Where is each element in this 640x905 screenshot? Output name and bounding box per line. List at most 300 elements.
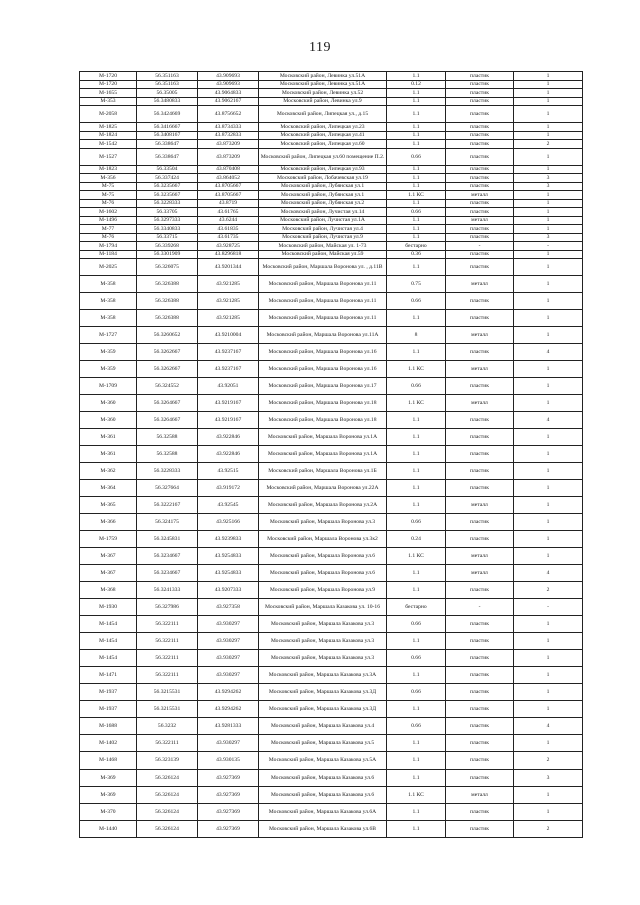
longitude-cell: 43.8705667 xyxy=(198,182,259,191)
volume-cell: 1.1 xyxy=(387,216,446,225)
latitude-cell: 56.326388 xyxy=(137,310,198,327)
volume-cell: 0.66 xyxy=(387,378,446,395)
volume-cell: 1.1 КС xyxy=(387,548,446,565)
quantity-cell: 1 xyxy=(514,327,583,344)
table-row xyxy=(80,225,583,234)
object-id-cell: М-359 xyxy=(80,344,137,361)
registry-table xyxy=(79,71,583,838)
material-cell: - xyxy=(446,242,514,251)
table-row xyxy=(80,233,583,242)
longitude-cell: 43.873209 xyxy=(198,148,259,165)
quantity-cell: 1 xyxy=(514,216,583,225)
longitude-cell: 43.92051 xyxy=(198,378,259,395)
volume-cell: 0.75 xyxy=(387,276,446,293)
table-row xyxy=(80,174,583,183)
table-row xyxy=(80,199,583,208)
material-cell: пластик xyxy=(446,531,514,548)
quantity-cell: 4 xyxy=(514,565,583,582)
object-id-cell: М-1937 xyxy=(80,684,137,701)
address-cell: Московский район, Маршала Казакова ул.5 xyxy=(259,735,387,752)
volume-cell: 1.1 xyxy=(387,463,446,480)
object-id-cell: М-77 xyxy=(80,225,137,234)
quantity-cell: 1 xyxy=(514,310,583,327)
address-cell: Московский район, Левинка ул.52 xyxy=(259,89,387,98)
table-row xyxy=(80,216,583,225)
material-cell: пластик xyxy=(446,378,514,395)
longitude-cell: 43.8734333 xyxy=(198,123,259,132)
quantity-cell: 1 xyxy=(514,667,583,684)
quantity-cell: 1 xyxy=(514,80,583,89)
address-cell: Московский район, Маршала Казакова ул.4 xyxy=(259,718,387,735)
object-id-cell: М-1602 xyxy=(80,208,137,217)
material-cell: пластик xyxy=(446,148,514,165)
latitude-cell: 56.322111 xyxy=(137,633,198,650)
address-cell: Московский район, Маршала Воронова ул.16 xyxy=(259,361,387,378)
latitude-cell: 56.3262667 xyxy=(137,361,198,378)
material-cell: металл xyxy=(446,276,514,293)
longitude-cell: 43.61765 xyxy=(198,208,259,217)
table-row xyxy=(80,131,583,140)
material-cell: металл xyxy=(446,216,514,225)
longitude-cell: 43.9239833 xyxy=(198,531,259,548)
latitude-cell: 56.33504 xyxy=(137,165,198,174)
volume-cell: 1.1 xyxy=(387,106,446,123)
table-row xyxy=(80,684,583,701)
latitude-cell: 56.3245831 xyxy=(137,531,198,548)
quantity-cell: 1 xyxy=(514,165,583,174)
latitude-cell: 56.326388 xyxy=(137,293,198,310)
quantity-cell: 1 xyxy=(514,463,583,480)
quantity-cell: 2 xyxy=(514,582,583,599)
object-id-cell: М-1937 xyxy=(80,701,137,718)
object-id-cell: М-367 xyxy=(80,565,137,582)
latitude-cell: 56.351163 xyxy=(137,80,198,89)
material-cell: пластик xyxy=(446,208,514,217)
longitude-cell: 43.927358 xyxy=(198,599,259,616)
object-id-cell: М-1823 xyxy=(80,165,137,174)
latitude-cell: 56.3232 xyxy=(137,718,198,735)
address-cell: Московский район, Лубянская ул.1 xyxy=(259,191,387,200)
latitude-cell: 56.327986 xyxy=(137,599,198,616)
longitude-cell: 43.927369 xyxy=(198,769,259,786)
longitude-cell: 43.9207333 xyxy=(198,582,259,599)
volume-cell: бестарно xyxy=(387,599,446,616)
latitude-cell: 56.322111 xyxy=(137,616,198,633)
longitude-cell: 43.61835 xyxy=(198,225,259,234)
volume-cell: 1.1 xyxy=(387,199,446,208)
latitude-cell: 56.326124 xyxy=(137,803,198,820)
material-cell: пластик xyxy=(446,344,514,361)
object-id-cell: М-1471 xyxy=(80,667,137,684)
address-cell: Московский район, Майская ул.59 xyxy=(259,250,387,259)
longitude-cell: 43.925166 xyxy=(198,514,259,531)
address-cell: Московский район, Липецкая ул.23 xyxy=(259,123,387,132)
longitude-cell: 43.9062167 xyxy=(198,97,259,106)
object-id-cell: М-2025 xyxy=(80,259,137,276)
quantity-cell: 1 xyxy=(514,429,583,446)
latitude-cell: 56.326124 xyxy=(137,786,198,803)
latitude-cell: 56.326075 xyxy=(137,259,198,276)
material-cell: пластик xyxy=(446,80,514,89)
quantity-cell: 1 xyxy=(514,497,583,514)
material-cell: пластик xyxy=(446,803,514,820)
table-row xyxy=(80,208,583,217)
table-row xyxy=(80,480,583,497)
volume-cell: 1.1 xyxy=(387,701,446,718)
volume-cell: 0.66 xyxy=(387,616,446,633)
longitude-cell: 43.928725 xyxy=(198,242,259,251)
longitude-cell: 43.873209 xyxy=(198,140,259,149)
latitude-cell: 56.3241333 xyxy=(137,582,198,599)
object-id-cell: М-1825 xyxy=(80,123,137,132)
latitude-cell: 56.33705 xyxy=(137,208,198,217)
volume-cell: 1.1 xyxy=(387,140,446,149)
table-row xyxy=(80,327,583,344)
volume-cell: 1.1 xyxy=(387,233,446,242)
volume-cell: 1.1 xyxy=(387,344,446,361)
address-cell: Московский район, Маршала Воронова ул.1А xyxy=(259,446,387,463)
longitude-cell: 43.9219167 xyxy=(198,395,259,412)
volume-cell: 1.1 xyxy=(387,72,446,81)
address-cell: Московский район, Левинка ул.9 xyxy=(259,97,387,106)
object-id-cell: М-1727 xyxy=(80,327,137,344)
volume-cell: 1.1 xyxy=(387,259,446,276)
longitude-cell: 43.930135 xyxy=(198,752,259,769)
material-cell: металл xyxy=(446,327,514,344)
quantity-cell: 4 xyxy=(514,718,583,735)
latitude-cell: 56.3424669 xyxy=(137,106,198,123)
material-cell: пластик xyxy=(446,225,514,234)
latitude-cell: 56.324175 xyxy=(137,514,198,531)
address-cell: Московский район, Маршала Воронова ул.11 xyxy=(259,276,387,293)
address-cell: Московский район, Маршала Воронова ул.17 xyxy=(259,378,387,395)
object-id-cell: М-358 xyxy=(80,310,137,327)
material-cell: металл xyxy=(446,361,514,378)
material-cell: пластик xyxy=(446,633,514,650)
latitude-cell: 56.324552 xyxy=(137,378,198,395)
table-row xyxy=(80,89,583,98)
table-row xyxy=(80,820,583,837)
table-row xyxy=(80,599,583,616)
quantity-cell: 1 xyxy=(514,123,583,132)
latitude-cell: 56.338647 xyxy=(137,148,198,165)
latitude-cell: 56.3235667 xyxy=(137,182,198,191)
material-cell: пластик xyxy=(446,97,514,106)
object-id-cell: М-353 xyxy=(80,97,137,106)
volume-cell: 1.1 КС xyxy=(387,361,446,378)
address-cell: Московский район, Липецкая ул., д.15 xyxy=(259,106,387,123)
object-id-cell: М-1542 xyxy=(80,140,137,149)
quantity-cell: 1 xyxy=(514,148,583,165)
longitude-cell: 43.921285 xyxy=(198,293,259,310)
address-cell: Московский район, Маршала Воронова ул.1Б xyxy=(259,463,387,480)
latitude-cell: 56.326124 xyxy=(137,769,198,786)
table-row xyxy=(80,616,583,633)
volume-cell: 1.1 xyxy=(387,769,446,786)
latitude-cell: 56.3264667 xyxy=(137,412,198,429)
address-cell: Московский район, Маршала Воронова ул.3 xyxy=(259,514,387,531)
object-id-cell: М-2058 xyxy=(80,106,137,123)
longitude-cell: 43.930297 xyxy=(198,735,259,752)
latitude-cell: 56.3408167 xyxy=(137,131,198,140)
object-id-cell: М-1688 xyxy=(80,718,137,735)
material-cell: пластик xyxy=(446,310,514,327)
material-cell: пластик xyxy=(446,514,514,531)
object-id-cell: М-356 xyxy=(80,174,137,183)
longitude-cell: 43.9254833 xyxy=(198,565,259,582)
material-cell: металл xyxy=(446,191,514,200)
volume-cell: 1.1 xyxy=(387,735,446,752)
longitude-cell: 43.8756652 xyxy=(198,106,259,123)
latitude-cell: 56.322111 xyxy=(137,667,198,684)
object-id-cell: М-365 xyxy=(80,497,137,514)
address-cell: Московский район, Маршала Воронова ул.11А xyxy=(259,327,387,344)
material-cell: пластик xyxy=(446,182,514,191)
longitude-cell: 43.930297 xyxy=(198,616,259,633)
longitude-cell: 43.9294262 xyxy=(198,684,259,701)
quantity-cell: 1 xyxy=(514,89,583,98)
table-row xyxy=(80,786,583,803)
object-id-cell: М-360 xyxy=(80,395,137,412)
volume-cell: 1.1 xyxy=(387,446,446,463)
table-row xyxy=(80,80,583,89)
table-row xyxy=(80,548,583,565)
material-cell: пластик xyxy=(446,718,514,735)
object-id-cell: М-1709 xyxy=(80,378,137,395)
volume-cell: 0.36 xyxy=(387,250,446,259)
latitude-cell: 56.326388 xyxy=(137,276,198,293)
latitude-cell: 56.32588 xyxy=(137,429,198,446)
table-row xyxy=(80,497,583,514)
object-id-cell: М-1496 xyxy=(80,216,137,225)
quantity-cell: 4 xyxy=(514,344,583,361)
address-cell: Московский район, Маршала Воронова ул.6 xyxy=(259,565,387,582)
address-cell: Московский район, Маршала Казакова ул.6 xyxy=(259,786,387,803)
quantity-cell: 3 xyxy=(514,174,583,183)
quantity-cell: 2 xyxy=(514,140,583,149)
material-cell: пластик xyxy=(446,199,514,208)
table-row xyxy=(80,276,583,293)
material-cell: пластик xyxy=(446,174,514,183)
material-cell: пластик xyxy=(446,140,514,149)
quantity-cell: 1 xyxy=(514,531,583,548)
address-cell: Московский район, Маршала Воронова ул.6 xyxy=(259,548,387,565)
address-cell: Московский район, Лучистая ул.14 xyxy=(259,208,387,217)
object-id-cell: М-1527 xyxy=(80,148,137,165)
quantity-cell: 1 xyxy=(514,259,583,276)
address-cell: Московский район, Маршала Воронова ул.11 xyxy=(259,293,387,310)
longitude-cell: 43.927369 xyxy=(198,786,259,803)
longitude-cell: 43.9210004 xyxy=(198,327,259,344)
address-cell: Московский район, Маршала Воронова ул.18 xyxy=(259,395,387,412)
material-cell: пластик xyxy=(446,293,514,310)
longitude-cell: 43.8732833 xyxy=(198,131,259,140)
longitude-cell: 43.8296818 xyxy=(198,250,259,259)
volume-cell: 1.1 xyxy=(387,225,446,234)
latitude-cell: 56.3297333 xyxy=(137,216,198,225)
material-cell: металл xyxy=(446,395,514,412)
quantity-cell: 1 xyxy=(514,395,583,412)
address-cell: Московский район, Маршала Казакова ул.3Д xyxy=(259,684,387,701)
table-row xyxy=(80,242,583,251)
address-cell: Московский район, Маршала Казакова ул.5А xyxy=(259,752,387,769)
quantity-cell: 1 xyxy=(514,514,583,531)
material-cell: пластик xyxy=(446,820,514,837)
quantity-cell: 1 xyxy=(514,276,583,293)
object-id-cell: М-1824 xyxy=(80,131,137,140)
table-row xyxy=(80,412,583,429)
volume-cell: 1.1 xyxy=(387,633,446,650)
quantity-cell: 1 xyxy=(514,650,583,667)
object-id-cell: М-75 xyxy=(80,182,137,191)
latitude-cell: 56.32588 xyxy=(137,446,198,463)
longitude-cell: 43.9201344 xyxy=(198,259,259,276)
object-id-cell: М-1759 xyxy=(80,531,137,548)
latitude-cell: 56.3228333 xyxy=(137,463,198,480)
table-row xyxy=(80,293,583,310)
address-cell: Московский район, Маршала Казакова ул.3А xyxy=(259,667,387,684)
quantity-cell: 1 xyxy=(514,293,583,310)
longitude-cell: 43.927369 xyxy=(198,820,259,837)
quantity-cell: 1 xyxy=(514,208,583,217)
quantity-cell: 1 xyxy=(514,131,583,140)
latitude-cell: 56.3235667 xyxy=(137,191,198,200)
volume-cell: 0.66 xyxy=(387,514,446,531)
volume-cell: 1.1 xyxy=(387,165,446,174)
address-cell: Московский район, Липецкая ул.60 помещение П.2. xyxy=(259,148,387,165)
volume-cell: 1.1 xyxy=(387,752,446,769)
quantity-cell: 1 xyxy=(514,378,583,395)
object-id-cell: М-366 xyxy=(80,514,137,531)
material-cell: металл xyxy=(446,786,514,803)
address-cell: Московский район, Маршала Воронова ул.2А xyxy=(259,497,387,514)
table-row xyxy=(80,191,583,200)
material-cell: металл xyxy=(446,497,514,514)
volume-cell: 0.66 xyxy=(387,684,446,701)
address-cell: Московский район, Маршала Казакова ул.3Д xyxy=(259,701,387,718)
longitude-cell: 43.930297 xyxy=(198,667,259,684)
quantity-cell: 4 xyxy=(514,412,583,429)
address-cell: Московский район, Маршала Воронова ул. , д.11В xyxy=(259,259,387,276)
object-id-cell: М-1402 xyxy=(80,735,137,752)
table-row xyxy=(80,140,583,149)
table-row xyxy=(80,123,583,132)
object-id-cell: М-367 xyxy=(80,548,137,565)
page-number: 119 xyxy=(309,40,331,55)
volume-cell: 0.12 xyxy=(387,80,446,89)
latitude-cell: 56.3262667 xyxy=(137,344,198,361)
material-cell: пластик xyxy=(446,667,514,684)
volume-cell: 1.1 КС xyxy=(387,786,446,803)
object-id-cell: М-361 xyxy=(80,429,137,446)
longitude-cell: 43.9064833 xyxy=(198,89,259,98)
material-cell: металл xyxy=(446,548,514,565)
address-cell: Московский район, Маршала Казакова ул.3 xyxy=(259,650,387,667)
longitude-cell: 43.92515 xyxy=(198,463,259,480)
address-cell: Московский район, Маршала Воронова ул.3к2 xyxy=(259,531,387,548)
quantity-cell: 1 xyxy=(514,803,583,820)
object-id-cell: М-75 xyxy=(80,191,137,200)
material-cell: пластик xyxy=(446,123,514,132)
address-cell: Московский район, Маршала Казакова ул.6В xyxy=(259,820,387,837)
latitude-cell: 56.322111 xyxy=(137,735,198,752)
object-id-cell: М-1720 xyxy=(80,72,137,81)
longitude-cell: 43.909693 xyxy=(198,80,259,89)
table-row xyxy=(80,97,583,106)
table-row xyxy=(80,582,583,599)
volume-cell: 0.66 xyxy=(387,650,446,667)
volume-cell: 1.1 xyxy=(387,582,446,599)
latitude-cell: 56.3416667 xyxy=(137,123,198,132)
quantity-cell: 1 xyxy=(514,199,583,208)
longitude-cell: 43.921285 xyxy=(198,310,259,327)
material-cell: пластик xyxy=(446,769,514,786)
volume-cell: 0.66 xyxy=(387,208,446,217)
volume-cell: 1.1 xyxy=(387,565,446,582)
address-cell: Московский район, Маршала Казакова ул.6 xyxy=(259,769,387,786)
volume-cell: 1.1 xyxy=(387,820,446,837)
material-cell: пластик xyxy=(446,131,514,140)
address-cell: Московский район, Лучистая ул.9 xyxy=(259,233,387,242)
object-id-cell: М-1468 xyxy=(80,752,137,769)
material-cell: металл xyxy=(446,565,514,582)
object-id-cell: М-76 xyxy=(80,233,137,242)
object-id-cell: М-364 xyxy=(80,480,137,497)
object-id-cell: М-1454 xyxy=(80,616,137,633)
longitude-cell: 43.9294262 xyxy=(198,701,259,718)
longitude-cell: 43.9237167 xyxy=(198,344,259,361)
quantity-cell: 1 xyxy=(514,701,583,718)
material-cell: пластик xyxy=(446,106,514,123)
longitude-cell: 43.8705667 xyxy=(198,191,259,200)
latitude-cell: 56.3222167 xyxy=(137,497,198,514)
latitude-cell: 56.323139 xyxy=(137,752,198,769)
table-row xyxy=(80,769,583,786)
quantity-cell: 1 xyxy=(514,446,583,463)
table-row xyxy=(80,565,583,582)
table-row xyxy=(80,378,583,395)
object-id-cell: М-1184 xyxy=(80,250,137,259)
material-cell: пластик xyxy=(446,89,514,98)
quantity-cell: - xyxy=(514,599,583,616)
table-row xyxy=(80,735,583,752)
table-row xyxy=(80,531,583,548)
table-row xyxy=(80,250,583,259)
latitude-cell: 56.338647 xyxy=(137,140,198,149)
volume-cell: 1.1 xyxy=(387,131,446,140)
volume-cell: 1.1 xyxy=(387,667,446,684)
latitude-cell: 56.327664 xyxy=(137,480,198,497)
volume-cell: 0.66 xyxy=(387,293,446,310)
object-id-cell: М-360 xyxy=(80,412,137,429)
longitude-cell: 43.8719 xyxy=(198,199,259,208)
address-cell: Московский район, Лучистая ул.1А xyxy=(259,216,387,225)
material-cell: пластик xyxy=(446,233,514,242)
table-row xyxy=(80,106,583,123)
volume-cell: 1.1 xyxy=(387,310,446,327)
quantity-cell: 3 xyxy=(514,233,583,242)
quantity-cell: 1 xyxy=(514,97,583,106)
address-cell: Московский район, Левинка ул.51А xyxy=(259,80,387,89)
material-cell: - xyxy=(446,599,514,616)
longitude-cell: 43.61735 xyxy=(198,233,259,242)
table-row xyxy=(80,650,583,667)
volume-cell: 1.1 xyxy=(387,497,446,514)
material-cell: пластик xyxy=(446,259,514,276)
table-row xyxy=(80,667,583,684)
address-cell: Московский район, Липецкая ул.41 xyxy=(259,131,387,140)
table-row xyxy=(80,395,583,412)
